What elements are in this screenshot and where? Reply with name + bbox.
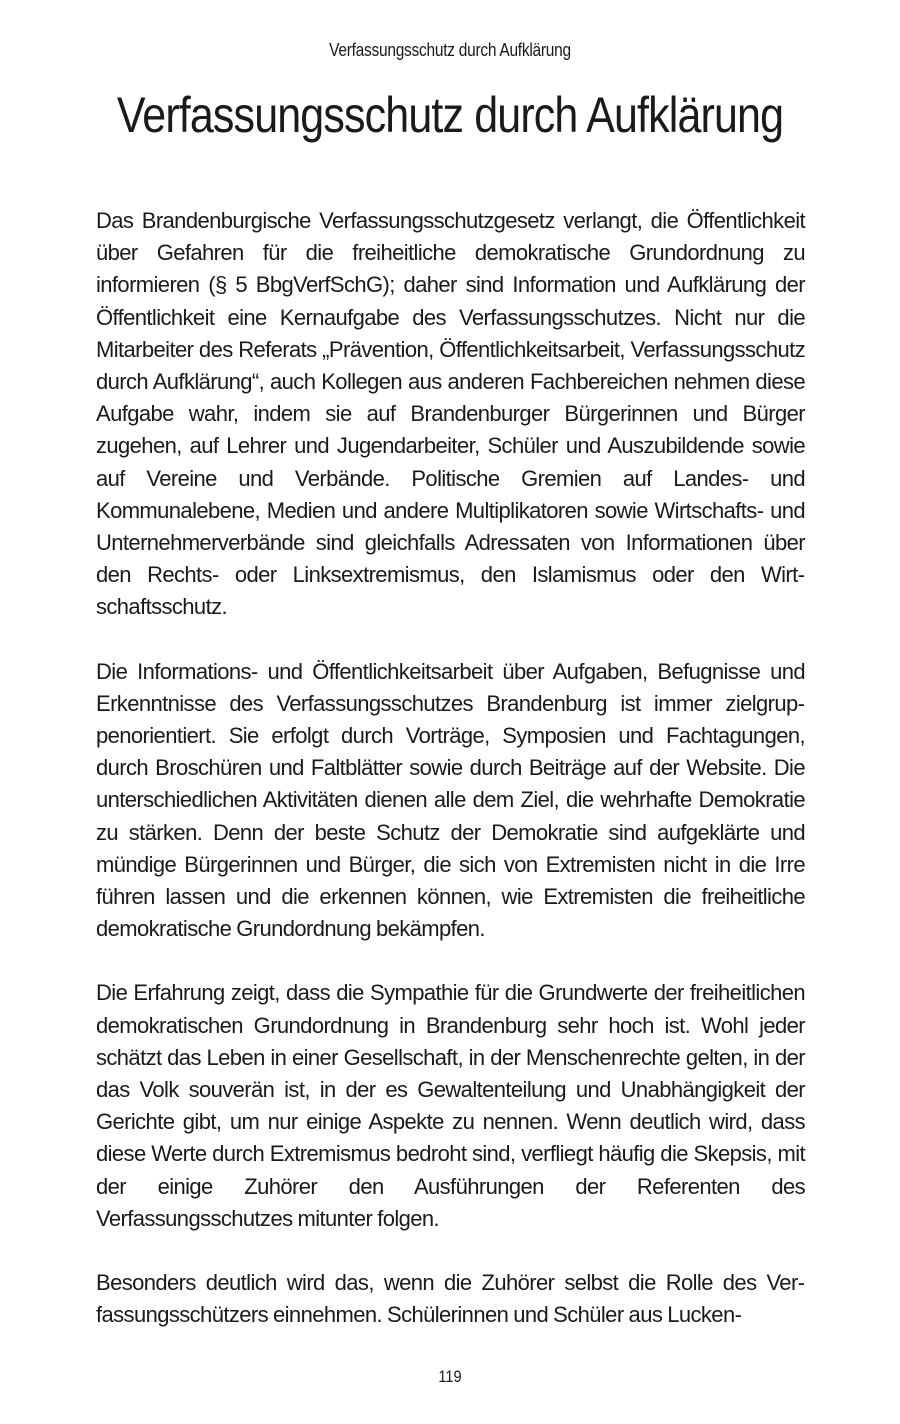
paragraph-3: Die Erfahrung zeigt, dass die Sympathie für die Grundwerte der freiheitlichen demokratischen Grundordnung in Brandenburg sehr hoch ist. Wohl jeder schätzt das Leben in einer Gesellschaft, in der Menschenrechte gelten, in der das Volk souverän ist, in der es Gewaltenteilung und Unabhängigkeit der Gerichte gibt, um nur einige Aspekte zu nennen. Wenn deutlich wird, dass diese Werte durch Extremismus bedroht sind, verfliegt häufig die Skepsis, mit der einige Zuhörer den Ausführungen der Referenten des Verfassungsschutzes mitunter folgen. (96, 980, 805, 1231)
paragraph-1: Das Brandenburgische Verfassungsschutzgesetz verlangt, die Öffentlichkeit über Gefahren für die freiheitliche demokratische Grundordnung zu informieren (§ 5 BbgVerfSchG); daher sind Information und Aufklärung der Öffentlichkeit eine Kernaufgabe des Verfassungsschutzes. Nicht nur die Mitarbeiter des Referats „Prävention, Öffentlichkeitsarbeit, Verfassungsschutz durch Aufklärung“, auch Kollegen aus anderen Fachbereichen nehmen diese Aufgabe wahr, indem sie auf Brandenburger Bürgerinnen und Bürger zugehen, auf Lehrer und Jugendarbeiter, Schüler und Auszubildende sowie auf Vereine und Verbände. Politische Gremien auf Landes- und Kommunalebene, Medien und andere Multiplikatoren sowie Wirtschafts- und Unternehmerverbände sind gleichfalls Adressaten von Informationen über den Rechts- oder Linksextremismus, den Islamismus oder den Wirtschaftsschutz. (96, 208, 805, 620)
page-title: Verfassungsschutz durch Aufklärung (116, 87, 784, 143)
paragraph-2: Die Informations- und Öffentlichkeitsarbeit über Aufgaben, Befugnisse und Erkenntnisse des Verfassungsschutzes Brandenburg ist immer zielgruppenorientiert. Sie erfolgt durch Vorträge, Symposien und Fachtagungen, durch Broschüren und Faltblätter sowie durch Beiträge auf der Website. Die unterschiedlichen Aktivitäten dienen alle dem Ziel, die wehrhafte Demokratie zu stärken. Denn der beste Schutz der Demokratie sind aufgeklärte und mündige Bürgerinnen und Bürger, die sich von Extremisten nicht in die Irre führen lassen und die erkennen können, wie Extremisten die freiheitliche demokratische Grundordnung bekämpfen. (96, 658, 805, 942)
article-body (96, 205, 805, 1364)
paragraph-4: Besonders deutlich wird das, wenn die Zuhörer selbst die Rolle des Verfassungsschützers einnehmen. Schülerinnen und Schüler aus Lucken- (96, 1270, 805, 1328)
running-header: Verfassungsschutz durch Aufklärung (329, 40, 571, 60)
page-number: 119 (438, 1367, 462, 1386)
